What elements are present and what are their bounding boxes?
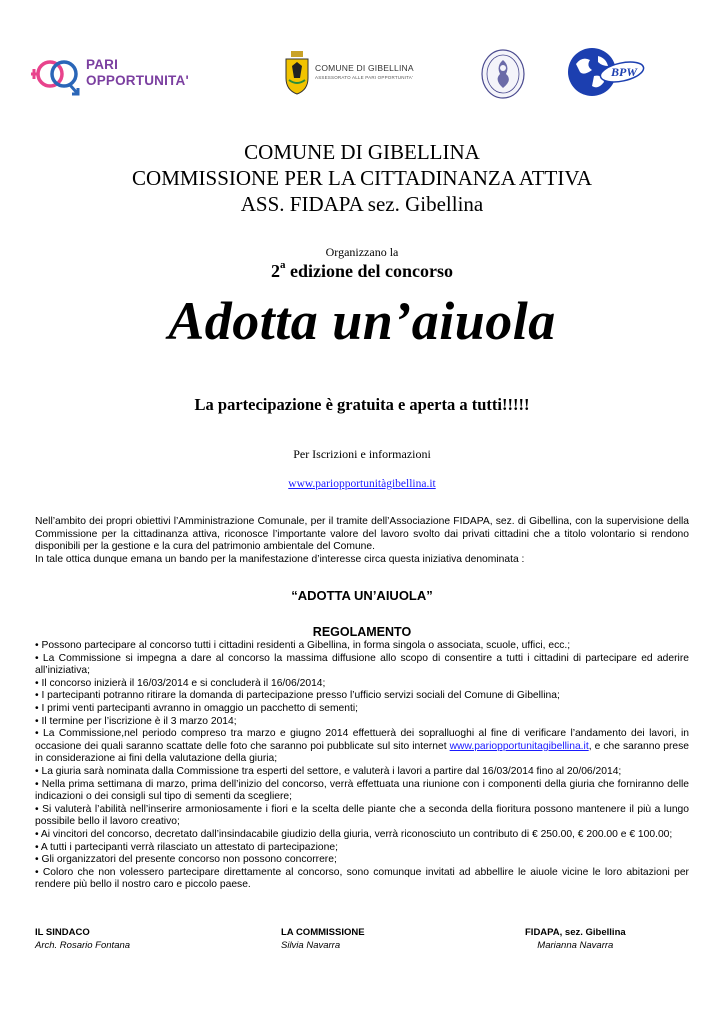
heading-line-2: COMMISSIONE PER LA CITTADINANZA ATTIVA (132, 166, 592, 190)
list-item: • Nella prima settimana di marzo, prima dell’inizio del concorso, verrà effettuata una riunione con i componenti della giuria che forniranno delle indicazioni o dei consigli sul tipo di sementi da scegliere; (35, 778, 689, 803)
signature-name: Marianna Navarra (537, 940, 614, 951)
comune-logo-text: COMUNE DI GIBELLINA (315, 63, 414, 73)
signature-name: Silvia Navarra (281, 940, 341, 951)
fidapa-seal-icon (480, 48, 526, 100)
initiative-name: “ADOTTA UN’AIUOLA” (291, 588, 433, 603)
list-item: • Gli organizzatori del presente concorso non possono concorrere; (35, 854, 337, 866)
list-item: • I partecipanti potranno ritirare la domanda di partecipazione presso l’ufficio servizi sociali del Comune di Gibellina; (35, 690, 560, 702)
signature-role: LA COMMISSIONE (281, 927, 365, 938)
fidapa-logo (480, 48, 526, 105)
organize-text: Organizzano la (325, 245, 399, 259)
heading-line-3: ASS. FIDAPA sez. Gibellina (240, 192, 484, 216)
regolamento-title: REGOLAMENTO (312, 625, 412, 639)
bpw-logo (562, 46, 648, 103)
intro-text-1: Nell’ambito dei propri obiettivi l’Amministrazione Comunale, per il tramite dell’Associazione FIDAPA, sez. di Gibellina, con la supervisione della Commissione per la cittadinanza attiva, riconosce l’importante valore del lavoro svolto dai privati cittadini che a titolo volontario si rendono disponibili per la gestione e la cura del patrimonio ambientale del Comune. (35, 516, 689, 553)
list-item: • Il concorso inizierà il 16/03/2014 e si concluderà il 16/06/2014; (35, 677, 326, 689)
contest-title: Adotta un’aiuola (168, 291, 556, 351)
comune-logo-subtext: ASSESSORATO ALLE PARI OPPORTUNITA' (315, 75, 414, 80)
list-item: • Ai vincitori del concorso, decretato dall’insindacabile giudizio della giuria, verrà riconosciuto un contributo di € 250.00, € 200.00 e € 100.00; (35, 828, 673, 840)
edition-text: edizione del concorso (285, 261, 453, 281)
list-item: • Si valuterà l’abilità nell’inserire armoniosamente i fiori e la scelta delle piante che a seconda della fioritura possono mantenere il più a lungo possibile bello il lavoro creativo; (35, 803, 689, 828)
coat-of-arms-icon (283, 50, 311, 96)
signature-fidapa (525, 926, 626, 952)
intro-text-2: In tale ottica dunque emana un bando per la manifestazione d’interesse circa questa iniziativa denominata : (35, 553, 525, 565)
comune-gibellina-logo (283, 50, 423, 98)
list-item: • Possono partecipare al concorso tutti i cittadini residenti a Gibellina, in forma singola o associata, scuole, uffici, ecc.; (35, 640, 571, 651)
pari-logo-line1: PARI (86, 57, 119, 72)
participation-text: La partecipazione è gratuita e aperta a tutti!!!!! (194, 395, 530, 414)
list-item: • La giuria sarà nominata dalla Commissione tra esperti del settore, e valuterà i lavori a partire dal 16/03/2014 fino al 20/06/2014; (35, 765, 622, 777)
list-item: • Coloro che non volessero partecipare direttamente al concorso, sono comunque invitati ad abbellire le aiuole vicine le loro abitazioni per rendere più bello il nostro caro e piccolo paese. (35, 866, 689, 891)
website-row (0, 474, 724, 492)
signature-role: IL SINDACO (35, 927, 90, 938)
signature-name: Arch. Rosario Fontana (35, 940, 131, 951)
signature-sindaco (35, 926, 130, 952)
pari-logo-line2: OPPORTUNITA' (86, 73, 189, 88)
edition-heading (0, 261, 724, 282)
list-item (35, 728, 689, 766)
list-item: • Il termine per l’iscrizione è il 3 marzo 2014; (35, 715, 237, 727)
bpw-text: BPW (611, 65, 638, 79)
heading-line-1: COMUNE DI GIBELLINA (244, 140, 480, 164)
edition-number: 2 (271, 261, 280, 281)
list-item: • I primi venti partecipanti avranno in omaggio un pacchetto di sementi; (35, 702, 358, 714)
list-item: • A tutti i partecipanti verrà rilasciato un attestato di partecipazione; (35, 841, 338, 853)
info-label: Per Iscrizioni e informazioni (293, 447, 431, 461)
rule-photo-text-before: • La Commissione,nel periodo compreso tra marzo e giugno 2014 effettuerà dei sopralluoghi al fine di verificare l’andamento dei lavori, in occasione dei quali saranno scattate delle foto che saranno poi pubblicate sul sito internet (35, 728, 689, 752)
signature-commissione (281, 926, 365, 952)
website-link[interactable]: www.pariopportunitàgibellina.it (288, 478, 436, 490)
rule-website-link[interactable]: www.pariopportunitagibellina.it (449, 740, 589, 752)
pari-opportunita-logo (28, 52, 218, 98)
intro-paragraph (35, 516, 689, 566)
rule-photo-text-after: , e che saranno prese in considerazione ai fini della valutazione della giuria; (35, 740, 689, 765)
signature-role: FIDAPA, sez. Gibellina (525, 927, 626, 938)
rules-list (35, 640, 689, 892)
gender-symbols-icon (28, 52, 86, 98)
edition-superscript: a (280, 259, 286, 271)
globe-icon (562, 46, 648, 98)
list-item: • La Commissione si impegna a dare al concorso la massima diffusione allo scopo di consentire a tutti i cittadini di partecipare ed aderire all’iniziativa; (35, 652, 689, 677)
